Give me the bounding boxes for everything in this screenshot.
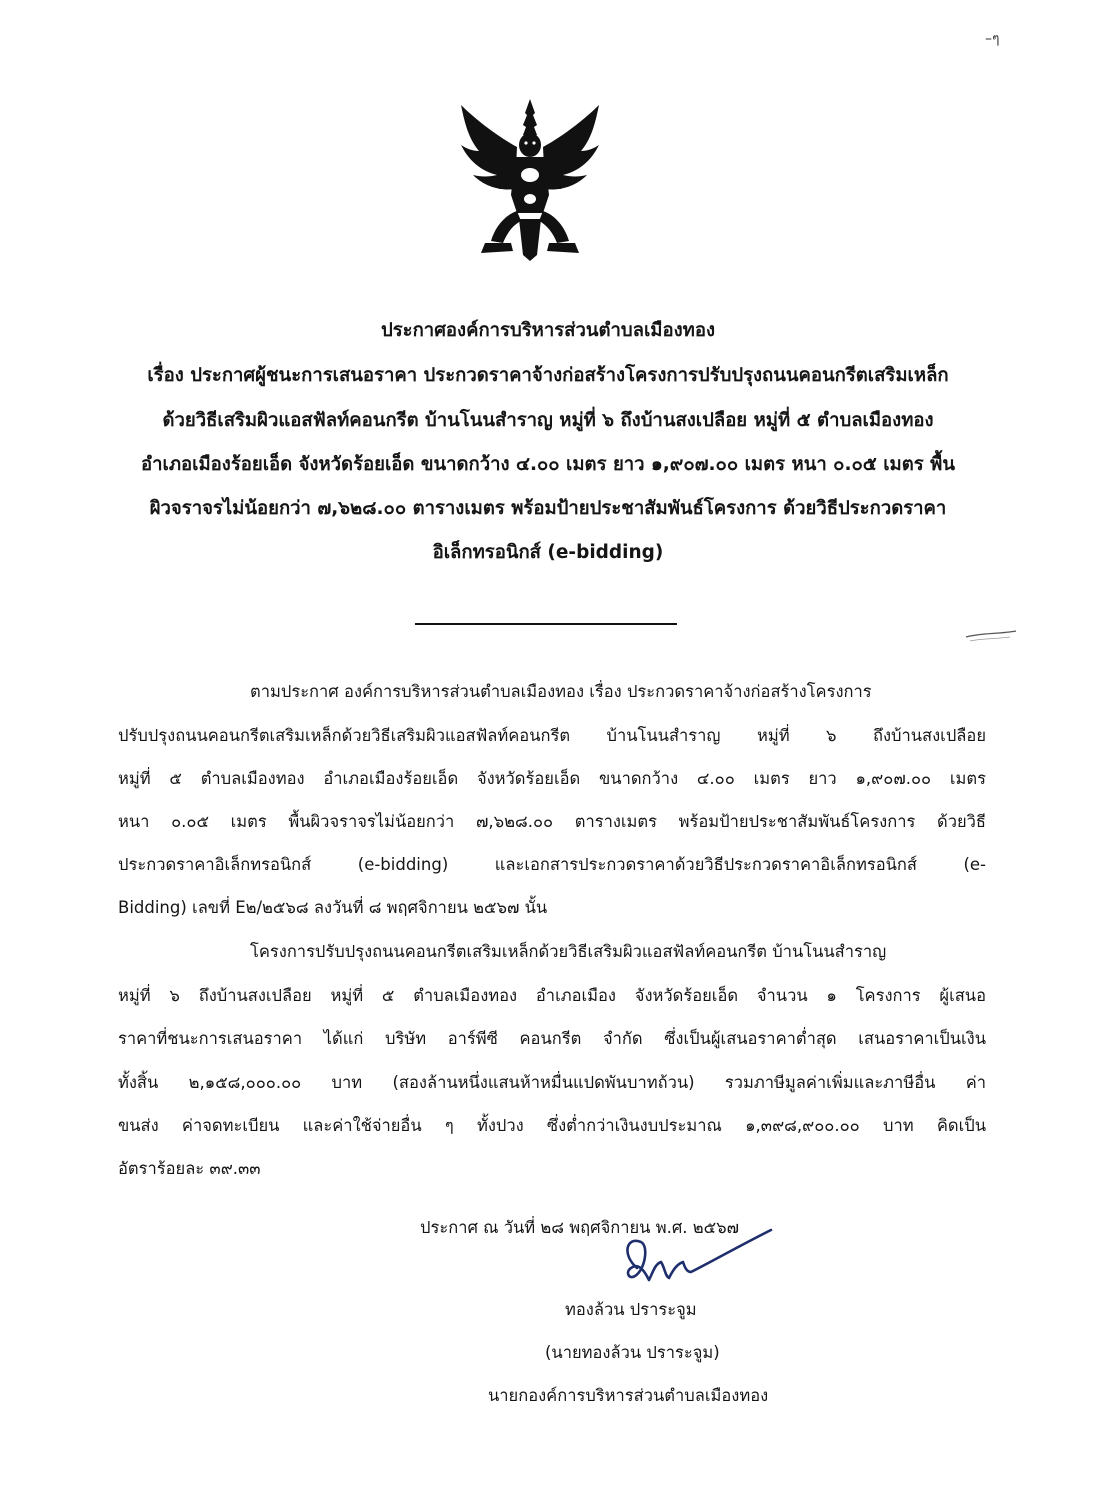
signer-position: นายกองค์การบริหารส่วนตำบลเมืองทอง — [488, 1386, 769, 1405]
paragraph-2-line-6: อัตราร้อยละ ๓๙.๓๓ — [118, 1159, 261, 1178]
paragraph-2-line-5: ขนส่ง ค่าจดทะเบียน และค่าใช้จ่ายอื่น ๆ ทั้งปวง ซึ่งต่ำกว่าเงินงบประมาณ ๑,๓๙๘,๙๐๐.๐๐ บาท คิดเป็น — [118, 1116, 986, 1135]
paragraph-1-line-5: ประกวดราคาอิเล็กทรอนิกส์ (e-bidding) และเอกสารประกวดราคาด้วยวิธีประกวดราคาอิเล็กทรอนิกส์ (e- — [118, 855, 986, 874]
signature-mark — [615, 1228, 775, 1298]
title-line-6: อิเล็กทรอนิกส์ (e-bidding) — [432, 542, 664, 563]
title-line-4: อำเภอเมืองร้อยเอ็ด จังหวัดร้อยเอ็ด ขนาดกว้าง ๔.๐๐ เมตร ยาว ๑,๙๐๗.๐๐ เมตร หนา ๐.๐๕ เมตร พื้น — [141, 454, 955, 475]
title-divider — [415, 623, 677, 625]
paragraph-1-line-4: หนา ๐.๐๕ เมตร พื้นผิวจราจรไม่น้อยกว่า ๗,๖๒๘.๐๐ ตารางเมตร พร้อมป้ายประชาสัมพันธ์โครงการ ด้วยวิธี — [118, 812, 986, 831]
signer-name: ทองล้วน ปราระจูม — [565, 1300, 697, 1319]
scuff-mark — [960, 625, 1020, 645]
title-line-1: ประกาศองค์การบริหารส่วนตำบลเมืองทอง — [380, 320, 715, 341]
corner-mark: –ๆ — [985, 31, 1000, 47]
garuda-emblem-icon — [455, 95, 605, 265]
paragraph-2-line-4: ทั้งสิ้น ๒,๑๕๘,๐๐๐.๐๐ บาท (สองล้านหนึ่งแสนห้าหมื่นแปดพันบาทถ้วน) รวมภาษีมูลค่าเพิ่มและภาษีอื่น ค่า — [118, 1073, 986, 1092]
signer-full-name: (นายทองล้วน ปราระจูม) — [545, 1343, 720, 1362]
title-line-3: ด้วยวิธีเสริมผิวแอสฟัลท์คอนกรีต บ้านโนนสำราญ หมู่ที่ ๖ ถึงบ้านสงเปลือย หมู่ที่ ๕ ตำบลเมืองทอง — [162, 410, 934, 431]
paragraph-1-line-3: หมู่ที่ ๕ ตำบลเมืองทอง อำเภอเมืองร้อยเอ็ด จังหวัดร้อยเอ็ด ขนาดกว้าง ๔.๐๐ เมตร ยาว ๑,๙๐๗.๐๐ เมตร — [118, 769, 986, 788]
paragraph-1-line-6: Bidding) เลขที่ E๒/๒๕๖๘ ลงวันที่ ๘ พฤศจิกายน ๒๕๖๗ นั้น — [118, 898, 548, 917]
paragraph-2-line-1: โครงการปรับปรุงถนนคอนกรีตเสริมเหล็กด้วยวิธีเสริมผิวแอสฟัลท์คอนกรีต บ้านโนนสำราญ — [250, 942, 887, 961]
paragraph-2-line-3: ราคาที่ชนะการเสนอราคา ได้แก่ บริษัท อาร์พีซี คอนกรีต จำกัด ซึ่งเป็นผู้เสนอราคาต่ำสุด เสนอราคาเป็นเงิน — [118, 1029, 986, 1048]
announcement-date: ประกาศ ณ วันที่ ๒๘ พฤศจิกายน พ.ศ. ๒๕๖๗ — [420, 1218, 740, 1237]
title-line-5: ผิวจราจรไม่น้อยกว่า ๗,๖๒๘.๐๐ ตารางเมตร พร้อมป้ายประชาสัมพันธ์โครงการ ด้วยวิธีประกวดราคา — [149, 498, 947, 519]
paragraph-1-line-1: ตามประกาศ องค์การบริหารส่วนตำบลเมืองทอง เรื่อง ประกวดราคาจ้างก่อสร้างโครงการ — [250, 682, 872, 701]
title-line-2: เรื่อง ประกาศผู้ชนะการเสนอราคา ประกวดราคาจ้างก่อสร้างโครงการปรับปรุงถนนคอนกรีตเสริมเหล็ก — [147, 365, 949, 386]
paragraph-1-line-2: ปรับปรุงถนนคอนกรีตเสริมเหล็กด้วยวิธีเสริมผิวแอสฟัลท์คอนกรีต บ้านโนนสำราญ หมู่ที่ ๖ ถึงบ้านสงเปลือย — [118, 726, 986, 745]
paragraph-2-line-2: หมู่ที่ ๖ ถึงบ้านสงเปลือย หมู่ที่ ๕ ตำบลเมืองทอง อำเภอเมือง จังหวัดร้อยเอ็ด จำนวน ๑ โครงการ ผู้เสนอ — [118, 986, 986, 1005]
